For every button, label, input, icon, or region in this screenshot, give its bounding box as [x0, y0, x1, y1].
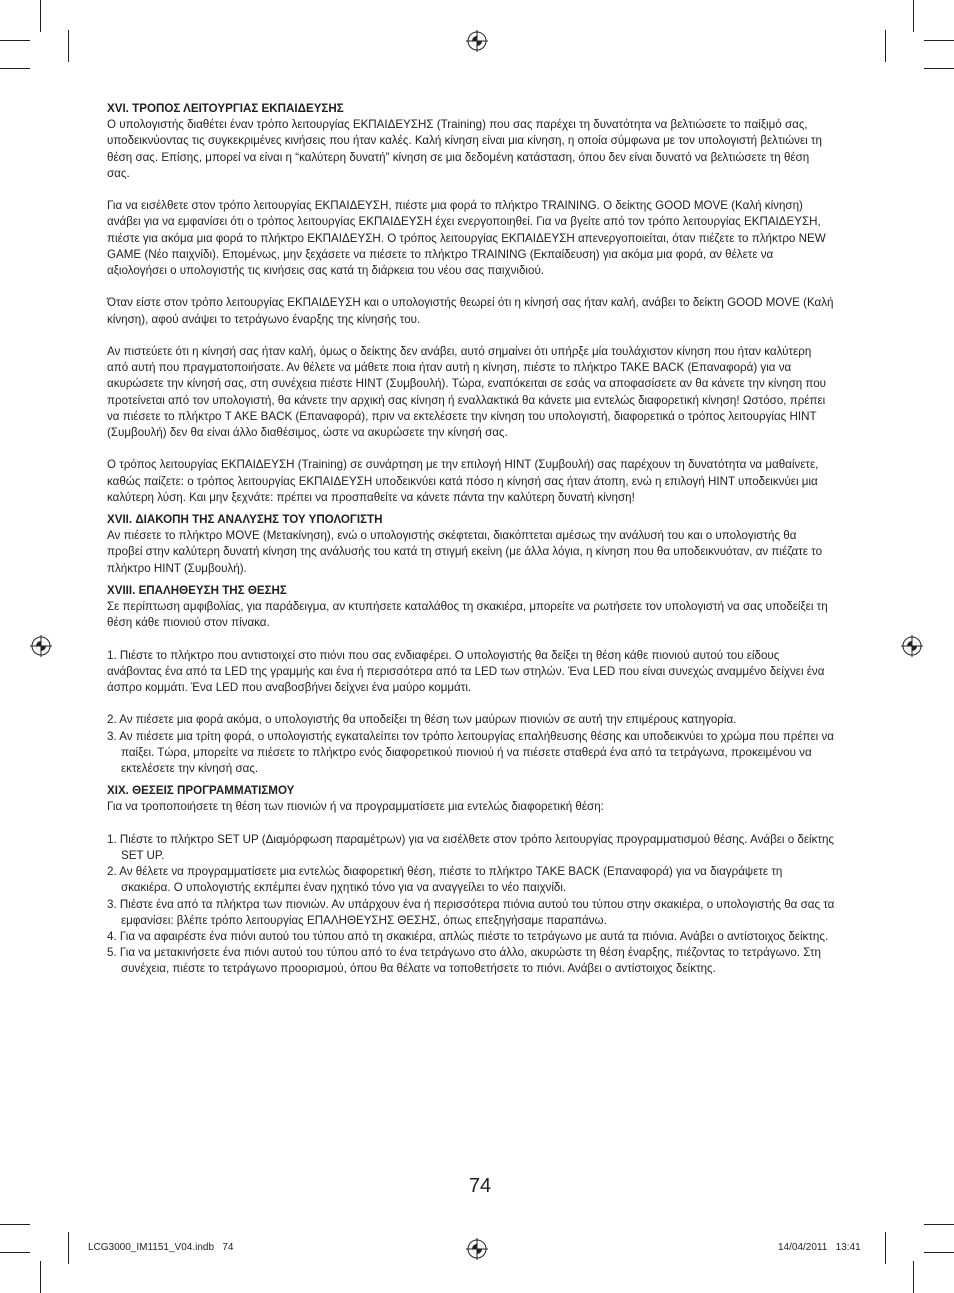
paragraph: Ο υπολογιστής διαθέτει έναν τρόπο λειτουργίας ΕΚΠΑΙΔΕΥΣΗΣ (Training) που σας παρέχει τη δυνατότητα να βελτιώσετε το παίξιμό σας, υποδεικνύοντας τις συγκεκριμένες κινήσεις που ήταν καλές. Καλή κίνηση είναι μια κίνηση, η οποία σύμφωνα με τον υπολογιστή βελτιώνει τη θέση σας. Επίσης, μπορεί να είναι η “καλύτερη δυνατή” κίνηση σε μια δεδομένη κατάσταση, όπου δεν είναι δυνατό να βελτιώσετε τη θέση σας.: [107, 118, 822, 180]
list-item: 2. Αν θέλετε να προγραμματίσετε μια εντελώς διαφορετική θέση, πιέστε το πλήκτρο TAKE BACK (Επαναφορά) για να διαγράψετε τη σκακιέρα. Ο υπολογιστής εκπέμπει έναν ηχητικό τόνο για να αναγγείλει το νέο παιχνίδι.: [107, 865, 783, 895]
crop-mark: [924, 40, 954, 41]
registration-mark-icon: [901, 635, 923, 657]
list-item: 2. Αν πιέσετε μια φορά ακόμα, ο υπολογιστής θα υποδείξει τη θέση των μαύρων πιονιών σε αυτή την επιμέρους κατηγορία.: [107, 713, 737, 727]
paragraph: Για να τροποποιήσετε τη θέση των πιονιών ή να προγραμματίσετε μια εντελώς διαφορετική θέση:: [107, 800, 604, 814]
section-heading: XIX. ΘΕΣΕΙΣ ΠΡΟΓΡΑΜΜΑΤΙΣΜΟΥ: [107, 784, 295, 798]
footer-file-name: LCG3000_IM1151_V04.indb 74: [88, 1242, 234, 1253]
list-item: 5. Για να μετακινήσετε ένα πιόνι αυτού του τύπου από το ένα τετράγωνο στο άλλο, ακυρώστε τη θέση έναρξης, πιέζοντας το τετράγωνο. Στη συνέχεια, πιέστε το τετράγωνο προορισμού, όπου θα θέλατε να τοποθετήσετε το πιόνι. Ανάβει ο αντίστοιχος δείκτης.: [107, 946, 821, 976]
section-heading: XVII. ΔΙΑΚΟΠΗ ΤΗΣ ΑΝΑΛΥΣΗΣ ΤΟΥ ΥΠΟΛΟΓΙΣΤΗ: [107, 513, 383, 527]
page-content: [107, 101, 835, 978]
crop-mark: [40, 0, 41, 32]
crop-mark: [913, 0, 914, 32]
crop-mark: [68, 30, 69, 62]
crop-mark: [40, 1261, 41, 1293]
paragraph: Σε περίπτωση αμφιβολίας, για παράδειγμα, αν κτυπήσετε καταλάθος τη σκακιέρα, μπορείτε να ρωτήσετε τον υπολογιστή να σας υποδείξει τη θέση κάθε πιονιού στον πίνακα.: [107, 600, 828, 630]
registration-mark-icon: [30, 635, 52, 657]
crop-mark: [885, 30, 886, 62]
paragraph: Ο τρόπος λειτουργίας ΕΚΠΑΙΔΕΥΣΗ (Training) σε συνάρτηση με την επιλογή HINT (Συμβουλή) σας παρέχουν τη δυνατότητα να μαθαίνετε, καθώς παίζετε: ο τρόπος λειτουργίας ΕΚΠΑΙΔΕΥΣΗ υποδεικνύει κατά πόσο η κίνησή σας ήταν άτοπη, ενώ η επιλογή HINT υποδεικνύει μια καλύτερη λύση. Και μην ξεχνάτε: πρέπει να προσπαθείτε να κάνετε πάντα την καλύτερη δυνατή κίνηση!: [107, 458, 819, 504]
crop-mark: [885, 1232, 886, 1264]
paragraph: Αν πιέσετε το πλήκτρο MOVE (Μετακίνηση), ενώ ο υπολογιστής σκέφτεται, διακόπτεται αμέσως την ανάλυσή του και ο υπολογιστής θα προβεί στην καλύτερη δυνατή κίνηση της ανάλυσής του κατά τη στιγμή εκείνη (με άλλα λόγια, η κίνηση που θα υποδεικνυόταν, αν πιέζατε το πλήκτρο HINT (Συμβουλή).: [107, 529, 823, 575]
page-number: 74: [468, 1175, 492, 1197]
crop-mark: [0, 40, 30, 41]
footer-date: 14/04/2011 13:41: [778, 1242, 861, 1253]
crop-mark: [913, 1261, 914, 1293]
paragraph: Όταν είστε στον τρόπο λειτουργίας ΕΚΠΑΙΔΕΥΣΗ και ο υπολογιστής θεωρεί ότι η κίνησή σας ήταν καλή, ανάβει το δείκτη GOOD MOVE (Καλή κίνηση), αφού ανάψει το τετράγωνο έναρξης της κίνησής του.: [107, 296, 834, 326]
section-heading: XVI. ΤΡΟΠΟΣ ΛΕΙΤΟΥΡΓΙΑΣ ΕΚΠΑΙΔΕΥΣΗΣ: [107, 102, 344, 115]
crop-mark: [924, 68, 954, 69]
paragraph: 1. Πιέστε το πλήκτρο που αντιστοιχεί στο πιόνι που σας ενδιαφέρει. Ο υπολογιστής θα δείξει τη θέση κάθε πιονιού αυτού του είδους ανάβοντας ένα από τα LED της γραμμής και ένα ή περισσότερα από τα LED των στηλών. Ένα LED που είναι συνεχώς αναμμένο δείχνει ένα άσπρο κομμάτι. Ένα LED που αναβοσβήνει δείχνει ένα μαύρο κομμάτι.: [107, 648, 825, 695]
registration-mark-icon: [466, 30, 488, 52]
paragraph: Για να εισέλθετε στον τρόπο λειτουργίας ΕΚΠΑΙΔΕΥΣΗ, πιέστε μια φορά το πλήκτρο TRAINING. Ο δείκτης GOOD MOVE (Καλή κίνηση) ανάβει για να εμφανίσει ότι ο τρόπος λειτουργίας ΕΚΠΑΙΔΕΥΣΗ έχει ενεργοποιηθεί. Για να βγείτε από τον τρόπο λειτουργίας ΕΚΠΑΙΔΕΥΣΗ, πιέστε για ακόμα μια φορά το πλήκτρο ΕΚΠΑΙΔΕΥΣΗ. Ο τρόπος λειτουργίας ΕΚΠΑΙΔΕΥΣΗ απενεργοποιείται, όταν πιέζετε το πλήκτρο NEW GAME (Νέο παιχνίδι). Επομένως, μην ξεχάσετε να πιέσετε το πλήκτρο TRAINING (Εκπαίδευση) για ακόμα μια φορά, αν θέλετε να αξιολογήσει ο υπολογιστής τις κινήσεις σας κατά τη διάρκεια του νέου σας παιχνιδιού.: [107, 199, 826, 278]
crop-mark: [924, 1224, 954, 1225]
list-item: 1. Πιέστε το πλήκτρο SET UP (Διαμόρφωση παραμέτρων) για να εισέλθετε στον τρόπο λειτουργίας προγραμματισμού θέσης. Ανάβει ο δείκτης SET UP.: [107, 832, 835, 863]
paragraph: Αν πιστεύετε ότι η κίνησή σας ήταν καλή, όμως ο δείκτης δεν ανάβει, αυτό σημαίνει ότι υπήρξε μία τουλάχιστον κίνηση που ήταν καλύτερη από αυτή που πραγματοποιήσατε. Αν θέλετε να μάθετε ποια ήταν αυτή η κίνηση, πιέστε το πλήκτρο TAKE BACK (Επαναφορά) για να ακυρώσετε την κίνησή σας, στη συνέχεια πιέστε HINT (Συμβουλή). Τώρα, εναπόκειται σε εσάς να αποφασίσετε αν θα κάνετε την κίνηση που προτείνεται από τον υπολογιστή, θα κάνετε την αρχική σας κίνηση ή εναλλακτικά θα κάνετε μια εντελώς διαφορετική κίνηση! Ωστόσο, πρέπει να πιέσετε το πλήκτρο T AKE BACK (Επαναφορά), πριν να εκτελέσετε την κίνηση του υπολογιστή, διαφορετικά ο τρόπος λειτουργίας HINT (Συμβουλή) δεν θα είναι άλλο διαθέσιμος, ώστε να ακυρώσετε την κίνησή σας.: [107, 345, 827, 440]
section-heading: XVIII. ΕΠΑΛΗΘΕΥΣΗ ΤΗΣ ΘΕΣΗΣ: [107, 583, 287, 597]
crop-mark: [0, 1252, 30, 1253]
registration-mark-icon: [466, 1238, 488, 1260]
crop-mark: [68, 1232, 69, 1264]
crop-mark: [924, 1252, 954, 1253]
list-item: 3. Αν πιέσετε μια τρίτη φορά, ο υπολογιστής εγκαταλείπει τον τρόπο λειτουργίας επαλήθευσης θέσης και υποδεικνύει το χρώμα που πρέπει να παίξει. Τώρα, μπορείτε να πιέσετε το πλήκτρο ενός διαφορετικού πιονιού ή να πιέσετε σταθερά ένα από τα τετράγωνα, προκειμένου να εκτελέσετε την κίνησή σας.: [107, 729, 834, 776]
crop-mark: [0, 1224, 30, 1225]
crop-mark: [0, 68, 30, 69]
list-item: 3. Πιέστε ένα από τα πλήκτρα των πιονιών. Αν υπάρχουν ένα ή περισσότερα πιόνια αυτού του τύπου στην σκακιέρα, ο υπολογιστής θα σας τα εμφανίσει: βλέπε τρόπο λειτουργίας ΕΠΑΛΗΘΕΥΣΗΣ ΘΕΣΗΣ, όπως επεξηγήσαμε παραπάνω.: [107, 897, 835, 927]
list-item: 4. Για να αφαιρέστε ένα πιόνι αυτού του τύπου από τη σκακιέρα, απλώς πιέστε το τετράγωνο με αυτά τα πιόνια. Ανάβει ο αντίστοιχος δείκτης.: [107, 930, 829, 944]
